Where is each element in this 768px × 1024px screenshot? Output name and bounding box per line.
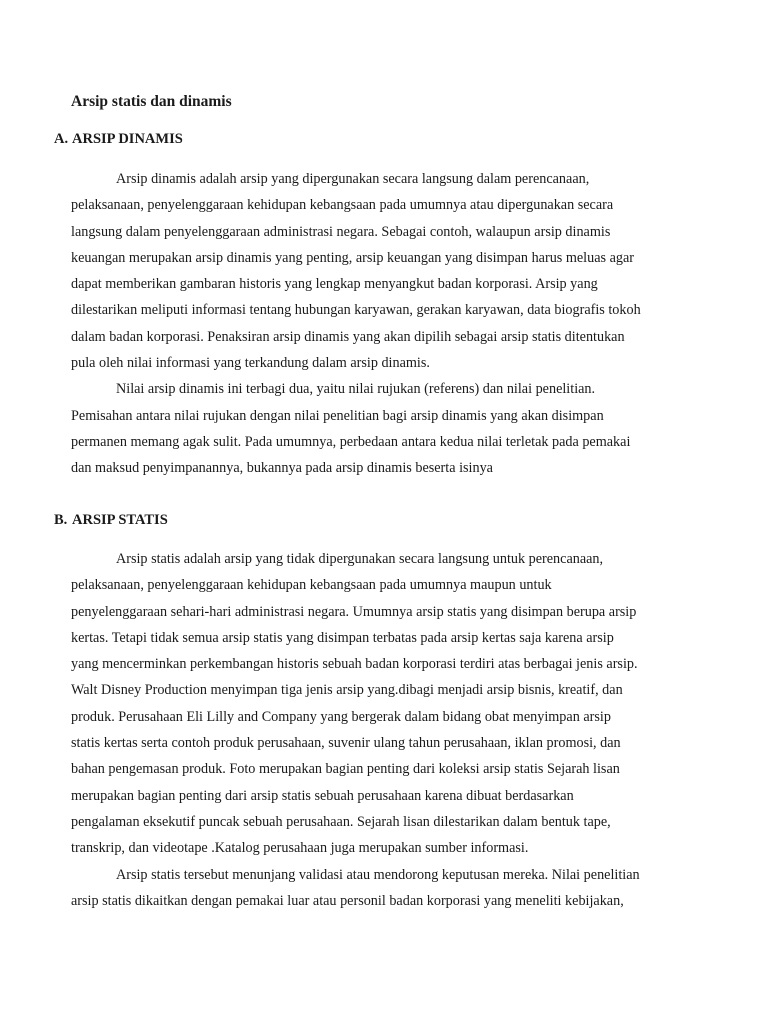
section-heading-arsip-statis [54,512,168,529]
text-line: penyelenggaraan sehari-hari administrasi negara. Umumnya arsip statis yang disimpan berupa arsip [71,603,637,620]
text-line: pula oleh nilai informasi yang terkandung dalam arsip dinamis. [71,355,430,372]
paragraph [71,862,683,915]
section-heading-text: ARSIP STATIS [72,512,168,528]
section-heading-arsip-dinamis [54,131,183,148]
text-line: kertas. Tetapi tidak semua arsip statis yang disimpan terbatas pada arsip kertas saja karena arsip [71,629,614,646]
paragraph [71,376,683,481]
text-line: produk. Perusahaan Eli Lilly and Company yang bergerak dalam bidang obat menyimpan arsip [71,708,611,725]
text-line: Arsip statis tersebut menunjang validasi atau mendorong keputusan mereka. Nilai penelitian [116,866,640,883]
text-line: Pemisahan antara nilai rujukan dengan nilai penelitian bagi arsip dinamis yang akan disimpan [71,407,604,424]
text-line: bahan pengemasan produk. Foto merupakan bagian penting dari koleksi arsip statis Sejarah lisan [71,761,620,778]
text-line: pelaksanaan, penyelenggaraan kehidupan kebangsaan pada umumnya atau dipergunakan secara [71,197,614,214]
text-line: Walt Disney Production menyimpan tiga jenis arsip yang.dibagi menjadi arsip bisnis, kreatif, dan [71,682,623,699]
text-line: pelaksanaan, penyelenggaraan kehidupan kebangsaan pada umumnya maupun untuk [71,577,552,594]
text-line: Arsip statis adalah arsip yang tidak dipergunakan secara langsung untuk perencanaan, [116,551,604,567]
text-line: langsung dalam penyelenggaraan administrasi negara. Sebagai contoh, walaupun arsip dinamis [71,223,611,240]
section-arsip-dinamis [71,166,683,482]
text-line: arsip statis dikaitkan dengan pemakai luar atau personil badan korporasi yang meneliti kebijakan, [71,892,624,909]
section-marker: A. [54,131,69,147]
document-title: Arsip statis dan dinamis [71,93,232,110]
text-line: transkrip, dan videotape .Katalog perusahaan juga merupakan sumber informasi. [71,840,529,857]
text-line: Nilai arsip dinamis ini terbagi dua, yaitu nilai rujukan (referens) dan nilai penelitian. [116,381,596,398]
text-line: dan maksud penyimpanannya, bukannya pada arsip dinamis beserta isinya [71,460,493,477]
paragraph [71,166,683,376]
text-line: Arsip dinamis adalah arsip yang dipergunakan secara langsung dalam perencanaan, [116,171,590,187]
text-line: permanen memang agak sulit. Pada umumnya, perbedaan antara kedua nilai terletak pada pemakai [71,433,631,450]
paragraph [71,546,683,862]
text-line: keuangan merupakan arsip dinamis yang penting, arsip keuangan yang disimpan harus meluas agar [71,249,634,266]
text-line: pengalaman eksekutif puncak sebuah perusahaan. Sejarah lisan dilestarikan dalam bentuk tape, [71,813,611,830]
text-line: yang mencerminkan perkembangan historis sebuah badan korporasi terdiri atas berbagai jenis arsip. [71,656,638,673]
text-line: dilestarikan meliputi informasi tentang hubungan karyawan, gerakan karyawan, data biografis tokoh [71,302,641,319]
section-heading-text: ARSIP DINAMIS [72,131,183,147]
text-line: statis kertas serta contoh produk perusahaan, suvenir ulang tahun perusahaan, iklan promosi, dan [71,735,621,752]
section-arsip-statis [71,546,683,914]
text-line: merupakan bagian penting dari arsip statis sebuah perusahaan karena dibuat berdasarkan [71,787,574,804]
text-line: dapat memberikan gambaran historis yang lengkap menyangkut badan korporasi. Arsip yang [71,276,598,293]
section-marker: B. [54,512,68,528]
text-line: dalam badan korporasi. Penaksiran arsip dinamis yang akan dipilih sebagai arsip statis ditentukan [71,328,625,345]
